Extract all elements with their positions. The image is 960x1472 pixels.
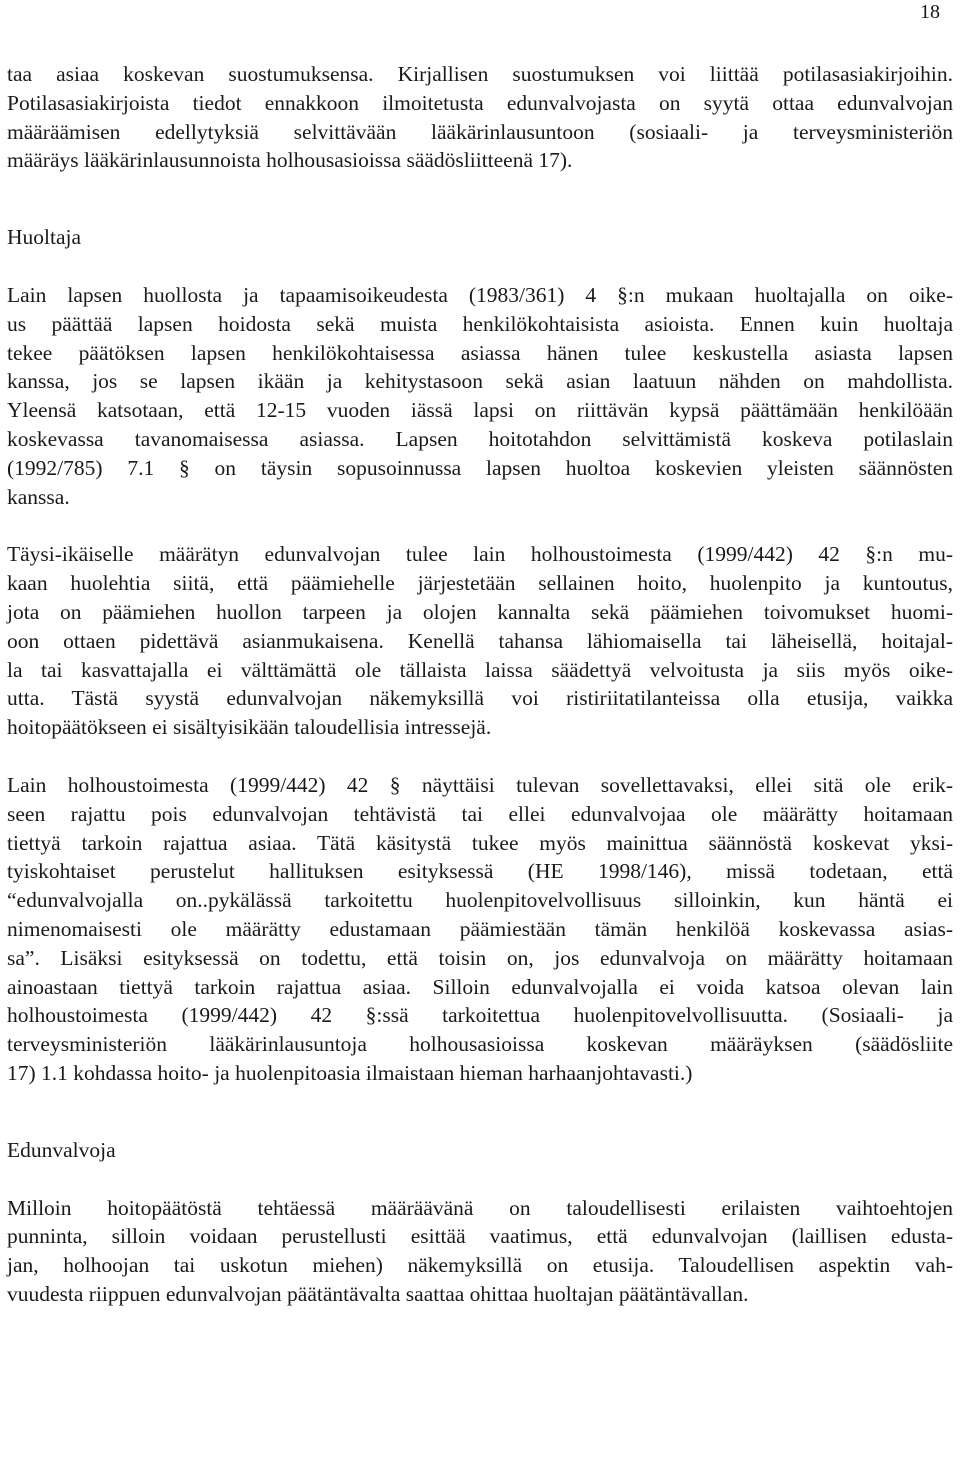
text-line: taa asiaa koskevan suostumuksensa. Kirjallisen suostumuksen voi liittää potilasasiakirjoihin. — [7, 62, 953, 86]
text-line: holhoustoimesta (1999/442) 42 §:ssä tarkoitettua huolenpitovelvollisuutta. (Sosiaali- ja — [7, 1003, 953, 1028]
text-line: Yleensä katsotaan, että 12-15 vuoden iässä lapsi on riittävän kypsä päättämään henkilöään — [7, 398, 953, 423]
text-line: kanssa, jos se lapsen ikään ja kehitystasoon sekä asian laatuun nähden on mahdollista. — [7, 369, 953, 394]
text-line: koskevassa tavanomaisessa asiassa. Lapsen hoitotahdon selvittämistä koskeva potilaslain — [7, 426, 953, 451]
text-line: määräys lääkärinlausunnoista holhousasioissa säädösliitteenä 17). — [7, 148, 573, 173]
document-body — [7, 60, 953, 1309]
text-line: tyiskohtaiset perustelut hallituksen esityksessä (HE 1998/146), missä todetaan, että — [7, 859, 953, 884]
text-line: hoitopäätökseen ei sisältyisikään taloudellisia intressejä. — [7, 715, 492, 740]
text-line: vuudesta riippuen edunvalvojan päätäntävalta saattaa ohittaa huoltajan päätäntävallan. — [7, 1281, 749, 1306]
text-line: seen rajattu pois edunvalvojan tehtävistä tai ellei edunvalvojaa ole määrätty hoitamaan — [7, 801, 953, 826]
text-line: Lain lapsen huollosta ja tapaamisoikeudesta (1983/361) 4 §:n mukaan huoltajalla on oike- — [7, 282, 953, 307]
text-line: nimenomaisesti ole määrätty edustamaan päämiestään tämän henkilöä koskevassa asias- — [7, 916, 953, 941]
text-line: terveysministeriön lääkärinlausuntoja holhousasioissa koskevan määräyksen (säädösliite — [7, 1032, 953, 1057]
taysi-ikainen-paragraph — [7, 540, 953, 742]
page-number: 18 — [920, 1, 940, 23]
text-line: sa”. Lisäksi esityksessä on todettu, että toisin on, jos edunvalvoja on määrätty hoitamaan — [7, 945, 953, 970]
text-line: (1992/785) 7.1 § on täysin sopusoinnussa lapsen huoltoa koskevien yleisten säännösten — [7, 455, 953, 480]
text-line: us päättää lapsen hoidosta sekä muista henkilökohtaisista asioista. Ennen kuin huoltaja — [7, 311, 953, 336]
text-line: tiettyä tarkoin rajattua asiaa. Tätä käsitystä tukee myös mainittua säännöstä koskevat yksi- — [7, 830, 953, 855]
huoltaja-paragraph — [7, 281, 953, 511]
text-line: Lain holhoustoimesta (1999/442) 42 § näyttäisi tulevan sovellettavaksi, ellei sitä ole erik- — [7, 772, 953, 797]
text-line: Potilasasiakirjoista tiedot ennakkoon ilmoitetusta edunvalvojasta on syytä ottaa edunvalvojan — [7, 90, 953, 115]
text-line: “edunvalvojalla on..pykälässä tarkoitettu huolenpitovelvollisuus silloinkin, kun häntä ei — [7, 888, 953, 913]
edunvalvoja-paragraph — [7, 1194, 953, 1309]
text-line: punninta, silloin voidaan perustellusti esittää vaatimus, että edunvalvojan (laillisen edusta- — [7, 1224, 953, 1249]
section-heading-edunvalvoja: Edunvalvoja — [7, 1137, 116, 1162]
text-line: kaan huolehtia siitä, että päämiehelle järjestetään sellainen hoito, huolenpito ja kuntoutus, — [7, 571, 953, 596]
text-line: la tai kasvattajalla ei välttämättä ole tällaista laissa säädettyä velvoitusta ja siis myös oike- — [7, 657, 953, 682]
text-line: 17) 1.1 kohdassa hoito- ja huolenpitoasia ilmaistaan hieman harhaanjohtavasti.) — [7, 1060, 693, 1085]
section-heading-huoltaja: Huoltaja — [7, 225, 82, 250]
text-line: määräämisen edellytyksiä selvittävään lääkärinlausuntoon (sosiaali- ja terveysministeriön — [7, 119, 953, 144]
text-line: Milloin hoitopäätöstä tehtäessä määräävänä on taloudellisesti erilaisten vaihtoehtojen — [7, 1195, 953, 1220]
text-line: jan, holhoojan tai uskotun miehen) näkemyksillä on etusija. Taloudellisen aspektin vah- — [7, 1253, 953, 1278]
intro-paragraph — [7, 60, 953, 175]
text-line: Täysi-ikäiselle määrätyn edunvalvojan tulee lain holhoustoimesta (1999/442) 42 §:n mu- — [7, 542, 953, 567]
text-line: tekee päätöksen lapsen henkilökohtaisessa asiassa hänen tulee keskustella asiasta lapsen — [7, 340, 953, 365]
text-line: kanssa. — [7, 484, 70, 509]
text-line: jota on päämiehen huollon tarpeen ja olojen kannalta sekä päämiehen toivomukset huomi- — [7, 599, 953, 624]
text-line: oon ottaen pidettävä asianmukaisena. Kenellä tahansa lähiomaisella tai läheisellä, hoitajal- — [7, 628, 953, 653]
text-line: ainoastaan tiettyä tarkoin rajattua asiaa. Silloin edunvalvojalla ei voida katsoa olevan lain — [7, 974, 953, 999]
holhoustoimi-paragraph — [7, 771, 953, 1088]
text-line: utta. Tästä syystä edunvalvojan näkemyksillä voi ristiriitatilanteissa olla etusija, vaikka — [7, 686, 953, 711]
